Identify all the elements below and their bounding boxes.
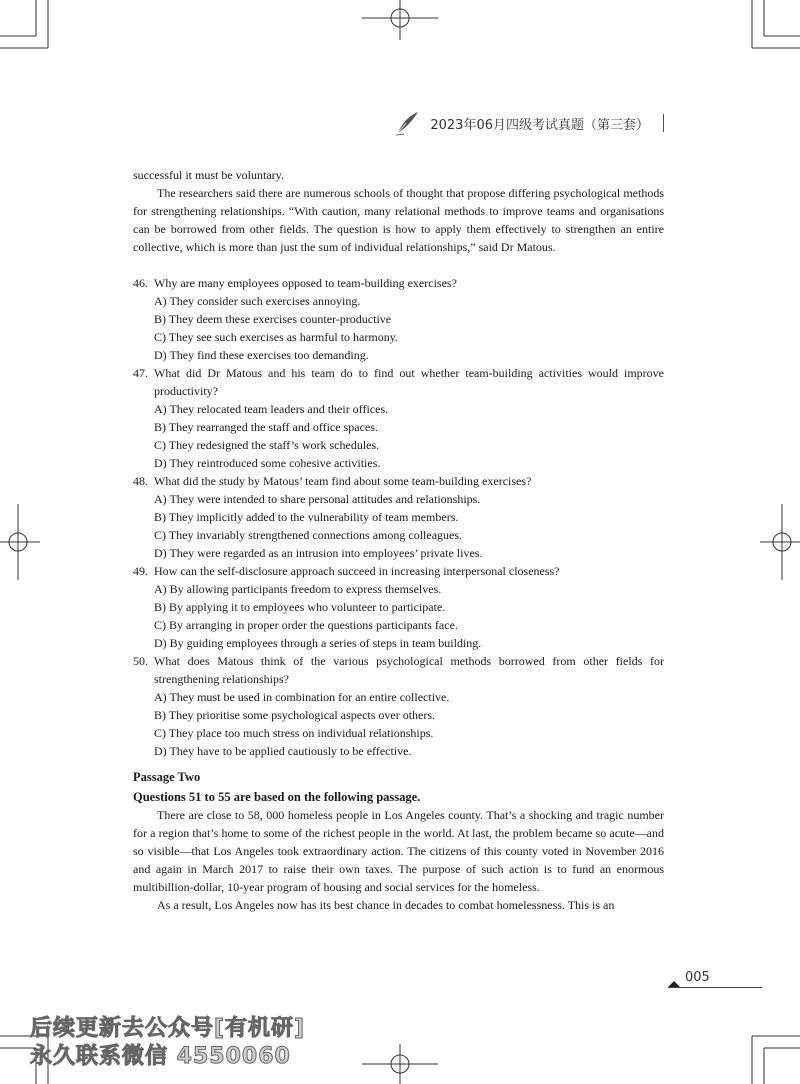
option-d: D) They find these exercises too demanding. bbox=[154, 348, 369, 362]
question-49 bbox=[133, 562, 664, 652]
option-b: B) They implicitly added to the vulnerability of team members. bbox=[154, 510, 459, 524]
option-b: B) They rearranged the staff and office spaces. bbox=[154, 420, 378, 434]
question-stem: How can the self-disclosure approach succeed in increasing interpersonal closeness? bbox=[154, 564, 560, 578]
option-d: D) They were regarded as an intrusion into employees’ private lives. bbox=[154, 546, 483, 560]
option-a: A) They were intended to share personal attitudes and relationships. bbox=[154, 492, 481, 506]
option-d: D) They reintroduced some cohesive activities. bbox=[154, 456, 381, 470]
watermark bbox=[30, 1015, 305, 1071]
question-number: 49. bbox=[133, 564, 148, 578]
question-stem: What does Matous think of the various psychological methods borrowed from other fields for strengthening relationships? bbox=[154, 654, 664, 686]
question-number: 46. bbox=[133, 276, 148, 290]
passage-continuation: successful it must be voluntary. bbox=[133, 168, 284, 182]
option-a: A) They consider such exercises annoying. bbox=[154, 294, 361, 308]
option-d: D) By guiding employees through a series of steps in team building. bbox=[154, 636, 482, 650]
option-c: C) They redesigned the staff’s work schedules. bbox=[154, 438, 380, 452]
question-47 bbox=[133, 364, 664, 472]
question-50 bbox=[133, 652, 664, 760]
page-number: 005 bbox=[685, 970, 710, 985]
option-b: B) They deem these exercises counter-productive bbox=[154, 312, 392, 326]
watermark-line: 永久联系微信 4550060 bbox=[30, 1044, 291, 1069]
question-46 bbox=[133, 274, 664, 364]
passage-paragraph: There are close to 58, 000 homeless people in Los Angeles county. That’s a shocking and tragic number for a region that’s home to some of the richest people in the world. At last, the problem became so acute—and so visible—that Los Angeles took extraordinary action. The citizens of this county voted in November 2016 and again in March 2017 to raise their own taxes. The purpose of such action is to fund an enormous multibillion-dollar, 10-year program of housing and social services for the homeless. bbox=[133, 808, 664, 894]
option-c: C) They invariably strengthened connections among colleagues. bbox=[154, 528, 463, 542]
question-stem: Why are many employees opposed to team-building exercises? bbox=[154, 276, 457, 290]
option-b: B) By applying it to employees who volunteer to participate. bbox=[154, 600, 446, 614]
option-a: A) They relocated team leaders and their offices. bbox=[154, 402, 389, 416]
page-content bbox=[133, 166, 664, 914]
section-instruction: Questions 51 to 55 are based on the following passage. bbox=[133, 790, 421, 804]
question-number: 50. bbox=[133, 654, 148, 668]
question-stem: What did the study by Matous’ team find about some team-building exercises? bbox=[154, 474, 532, 488]
option-c: C) By arranging in proper order the questions participants face. bbox=[154, 618, 458, 632]
passage-paragraph: The researchers said there are numerous schools of thought that propose differing psychological methods for strengthening relationships. “With caution, many relational methods to improve teams and organisations can be borrowed from other fields. The question is how to apply them effectively to strengthen an entire collective, which is more than just the sum of individual relationships,” said Dr Matous. bbox=[133, 186, 664, 254]
question-number: 47. bbox=[133, 366, 148, 380]
option-d: D) They have to be applied cautiously to be effective. bbox=[154, 744, 412, 758]
option-c: C) They see such exercises as harmful to harmony. bbox=[154, 330, 398, 344]
question-number: 48. bbox=[133, 474, 148, 488]
header-divider bbox=[663, 114, 664, 132]
passage-paragraph: As a result, Los Angeles now has its best chance in decades to combat homelessness. This is an bbox=[157, 898, 615, 912]
header-title: 2023年06月四级考试真题（第三套） bbox=[430, 117, 649, 133]
option-a: A) By allowing participants freedom to express themselves. bbox=[154, 582, 442, 596]
question-stem: What did Dr Matous and his team do to find out whether team-building activities would improve productivity? bbox=[154, 366, 664, 398]
quill-pen-icon bbox=[394, 110, 420, 136]
option-a: A) They must be used in combination for an entire collective. bbox=[154, 690, 450, 704]
option-c: C) They place too much stress on individual relationships. bbox=[154, 726, 434, 740]
section-title: Passage Two bbox=[133, 770, 201, 784]
page-header bbox=[394, 110, 664, 136]
footer-rule bbox=[668, 987, 762, 988]
watermark-line: 后续更新去公众号[有机研] bbox=[30, 1016, 306, 1041]
question-48 bbox=[133, 472, 664, 562]
option-b: B) They prioritise some psychological aspects over others. bbox=[154, 708, 436, 722]
